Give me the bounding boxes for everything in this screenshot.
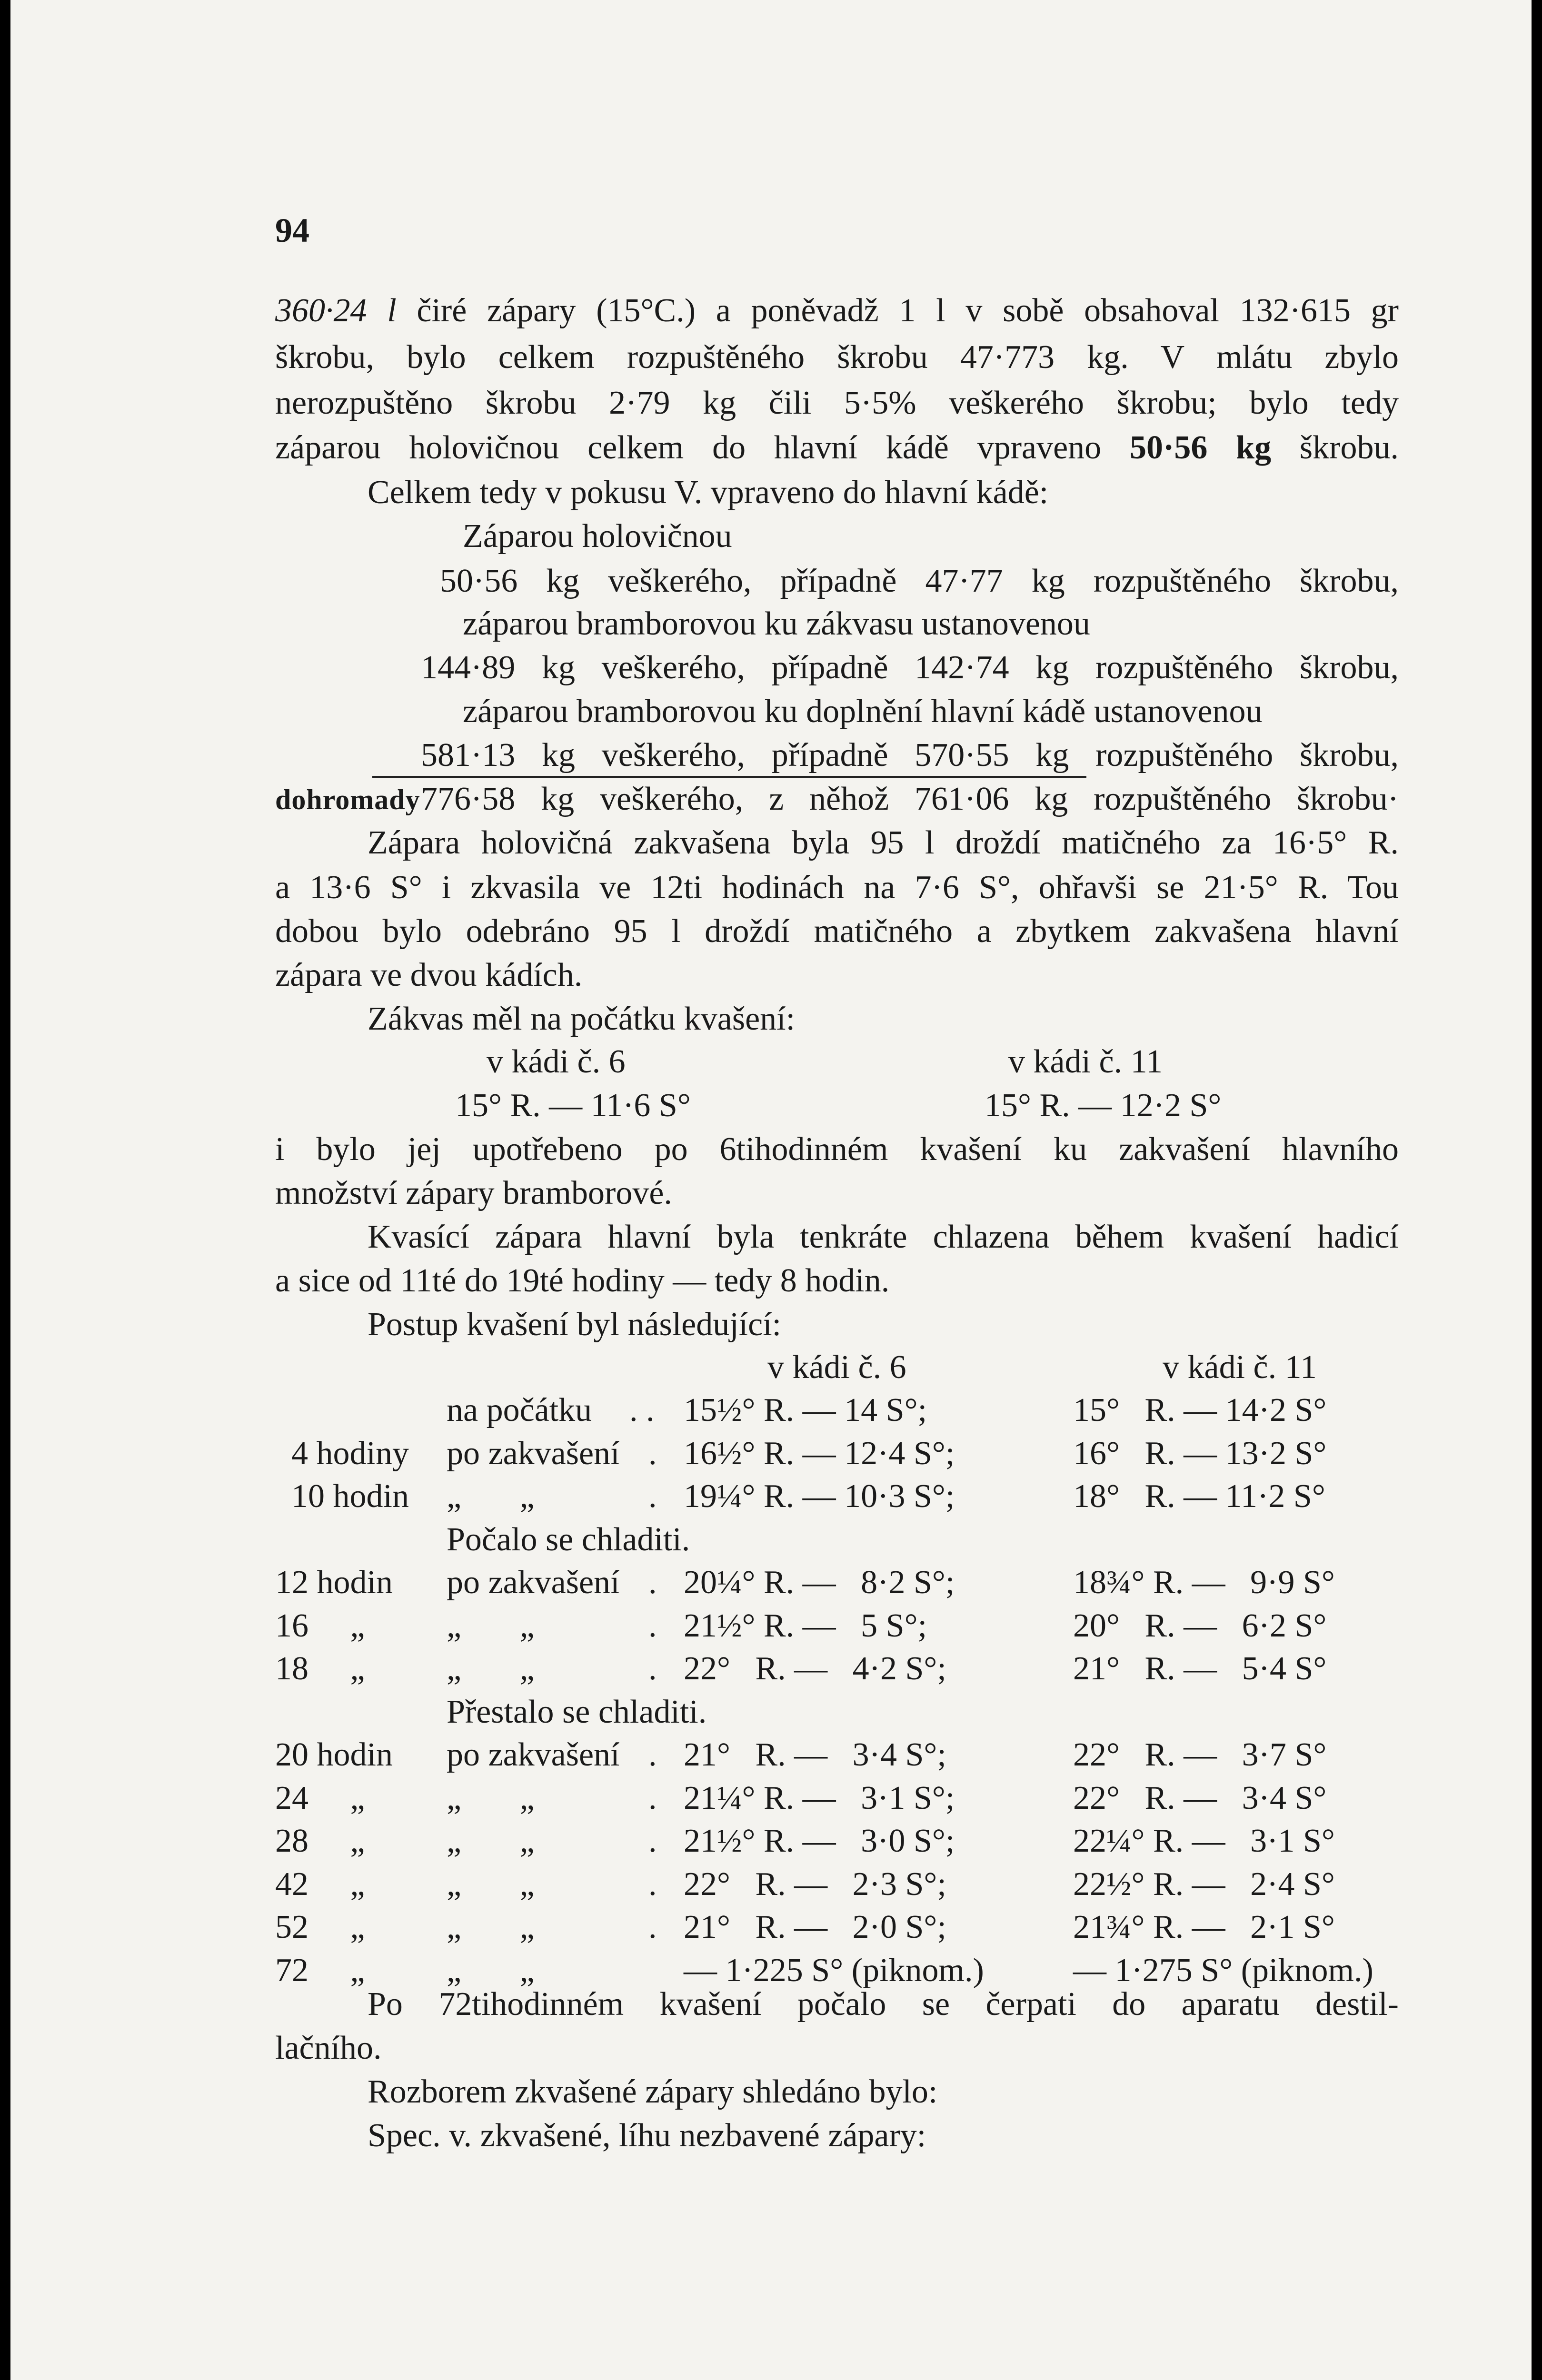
zakvas-col2-head: v kádi č. 11 — [1008, 1043, 1163, 1080]
para5-line1: Po 72tihodinném kvašení počalo se čerpati do aparatu destil- — [368, 1986, 1399, 2023]
para1-line4-bold: 50·56 kg — [1129, 429, 1272, 466]
para6-line1: Rozborem zkvašené zápary shledáno bylo: — [368, 2073, 938, 2110]
summary-heading2: záparou bramborovou ku zákvasu ustanovenou — [463, 605, 1090, 642]
para4-line3: Postup kvašení byl následující: — [368, 1306, 782, 1343]
table-cell-vat11: 22° R. — 3·4 S° — [1073, 1780, 1327, 1816]
table-cell-vat6: — 1·225 S° (piknom.) — [684, 1952, 984, 1989]
para4-line2: a sice od 11té do 19té hodiny — tedy 8 hodin. — [275, 1262, 890, 1299]
para1-line1-rest: čiré zápary (15°C.) a poněvadž 1 l v sobě obsahoval 132·615 gr — [396, 292, 1399, 329]
table-cell-vat6: 16½° R. — 12·4 S°; — [684, 1435, 955, 1472]
zakvas-col1-value: 15° R. — 11·6 S° — [455, 1087, 691, 1124]
table-cell-vat11: 21¾° R. — 2·1 S° — [1073, 1909, 1335, 1945]
table-cell-phase: po zakvašení — [447, 1435, 620, 1472]
table-cell-leader: . — [648, 1866, 657, 1903]
table-cell-phase: na počátku — [447, 1392, 592, 1428]
para3-line2: množství zápary bramborové. — [275, 1175, 672, 1211]
table-cell-time: 20 hodin — [275, 1736, 393, 1773]
table-cell-phase: „ „ — [447, 1866, 535, 1903]
book-page — [10, 0, 1532, 2380]
table-head-vat6: v kádi č. 6 — [767, 1349, 906, 1386]
table-cell-vat6: 15½° R. — 14 S°; — [684, 1392, 927, 1428]
para2-line3: dobou bylo odebráno 95 l droždí matičného a zbytkem zakvašena hlavní — [275, 913, 1399, 950]
summary-line2: 144·89 kg veškerého, případně 142·74 kg rozpuštěného škrobu, — [421, 649, 1399, 686]
table-cell-leader: . — [648, 1780, 657, 1816]
para5-line2: lačního. — [275, 2030, 382, 2066]
summary-line3: 581·13 kg veškerého, případně 570·55 kg rozpuštěného škrobu, — [421, 737, 1399, 774]
para1-line1-italic: 360·24 l — [275, 292, 397, 329]
table-cell-vat6: 21° R. — 2·0 S°; — [684, 1909, 946, 1945]
table-cell-vat11: 18¾° R. — 9·9 S° — [1073, 1564, 1335, 1601]
table-cell-leader: . — [648, 1650, 657, 1687]
summary-line1: 50·56 kg veškerého, případně 47·77 kg rozpuštěného škrobu, — [440, 563, 1399, 599]
table-cell-vat11: 16° R. — 13·2 S° — [1073, 1435, 1327, 1472]
table-cell-phase: „ „ — [447, 1952, 535, 1989]
para1-line5: Celkem tedy v pokusu V. vpraveno do hlavní kádě: — [368, 474, 1049, 511]
table-cell-vat11: 15° R. — 14·2 S° — [1073, 1392, 1327, 1428]
table-cell-vat6: 20¼° R. — 8·2 S°; — [684, 1564, 955, 1601]
total-label: dohromady — [275, 784, 420, 815]
table-cell-leader: . — [648, 1564, 657, 1601]
table-cell-phase: „ „ — [447, 1607, 535, 1644]
table-cell-time: 42 „ — [275, 1866, 365, 1903]
table-cell-phase: „ „ — [447, 1650, 535, 1687]
table-cell-phase: „ „ — [447, 1478, 535, 1515]
table-cell-time: 18 „ — [275, 1650, 365, 1687]
para1-line4 — [275, 431, 1399, 465]
para1-line4-a: záparou holovičnou celkem do hlavní kádě vpraveno — [275, 429, 1130, 466]
para2-line1: Zápara holovičná zakvašena byla 95 l droždí matičného za 16·5° R. — [368, 824, 1399, 861]
table-cell-time: 10 hodin — [291, 1478, 409, 1515]
table-cell-vat6: 21¼° R. — 3·1 S°; — [684, 1780, 955, 1816]
para1-line4-c: škrobu. — [1271, 429, 1399, 466]
table-cell-time: 16 „ — [275, 1607, 365, 1644]
table-cell-time: 24 „ — [275, 1780, 365, 1816]
table-cell-time: 72 „ — [275, 1952, 365, 1989]
para3-line1: i bylo jej upotřebeno po 6tihodinném kvašení ku zakvašení hlavního — [275, 1131, 1399, 1168]
para2-line4: zápara ve dvou kádích. — [275, 957, 583, 993]
zakvas-col1-head: v kádi č. 6 — [487, 1043, 626, 1080]
table-cell-phase: „ „ — [447, 1823, 535, 1859]
table-cell-vat6: 22° R. — 2·3 S°; — [684, 1866, 946, 1903]
table-cell-vat6: 21° R. — 3·4 S°; — [684, 1736, 946, 1773]
table-cell-leader: . — [648, 1823, 657, 1859]
table-note: Počalo se chladiti. — [447, 1521, 690, 1558]
table-cell-vat11: — 1·275 S° (piknom.) — [1073, 1952, 1373, 1989]
summary-heading1: Záparou holovičnou — [463, 518, 732, 555]
para1-line1 — [275, 294, 1399, 327]
table-cell-phase: „ „ — [447, 1909, 535, 1945]
table-cell-time: 52 „ — [275, 1909, 365, 1945]
table-cell-phase: po zakvašení — [447, 1736, 620, 1773]
table-cell-vat11: 20° R. — 6·2 S° — [1073, 1607, 1327, 1644]
table-cell-phase: „ „ — [447, 1780, 535, 1816]
table-cell-leader: . — [648, 1478, 657, 1515]
zakvas-intro: Zákvas měl na počátku kvašení: — [368, 1001, 796, 1037]
table-cell-vat11: 22¼° R. — 3·1 S° — [1073, 1823, 1335, 1859]
summary-total: 776·58 kg veškerého, z něhož 761·06 kg rozpuštěného škrobu· — [421, 781, 1399, 817]
table-cell-time: 4 hodiny — [291, 1435, 409, 1472]
para4-line1: Kvasící zápara hlavní byla tenkráte chlazena během kvašení hadicí — [368, 1219, 1399, 1255]
sum-underline — [372, 776, 1086, 778]
table-cell-time: 12 hodin — [275, 1564, 393, 1601]
table-cell-vat11: 18° R. — 11·2 S° — [1073, 1478, 1325, 1515]
table-cell-leader: . — [648, 1435, 657, 1472]
table-cell-vat6: 21½° R. — 3·0 S°; — [684, 1823, 955, 1859]
table-cell-vat6: 21½° R. — 5 S°; — [684, 1607, 927, 1644]
table-cell-vat11: 22½° R. — 2·4 S° — [1073, 1866, 1335, 1903]
table-cell-vat6: 19¼° R. — 10·3 S°; — [684, 1478, 955, 1515]
table-cell-time: 28 „ — [275, 1823, 365, 1859]
table-note: Přestalo se chladiti. — [447, 1694, 707, 1730]
table-head-vat11: v kádi č. 11 — [1163, 1349, 1317, 1386]
zakvas-col2-value: 15° R. — 12·2 S° — [985, 1087, 1222, 1124]
para1-line3: nerozpuštěno škrobu 2·79 kg čili 5·5% veškerého škrobu; bylo tedy — [275, 385, 1399, 421]
table-cell-leader: . — [648, 1909, 657, 1945]
page-number: 94 — [275, 211, 309, 249]
table-cell-leader: . . — [629, 1392, 655, 1428]
table-cell-vat11: 21° R. — 5·4 S° — [1073, 1650, 1327, 1687]
table-cell-phase: po zakvašení — [447, 1564, 620, 1601]
para1-line2: škrobu, bylo celkem rozpuštěného škrobu 47·773 kg. V mlátu zbylo — [275, 339, 1399, 376]
table-cell-leader: . — [648, 1607, 657, 1644]
table-cell-vat6: 22° R. — 4·2 S°; — [684, 1650, 946, 1687]
table-cell-leader: . — [648, 1736, 657, 1773]
para2-line2: a 13·6 S° i zkvasila ve 12ti hodinách na 7·6 S°, ohřavši se 21·5° R. Tou — [275, 869, 1399, 906]
para6-line2: Spec. v. zkvašené, líhu nezbavené zápary: — [368, 2117, 926, 2154]
summary-heading3: záparou bramborovou ku doplnění hlavní kádě ustanovenou — [463, 693, 1263, 730]
table-cell-vat11: 22° R. — 3·7 S° — [1073, 1736, 1327, 1773]
